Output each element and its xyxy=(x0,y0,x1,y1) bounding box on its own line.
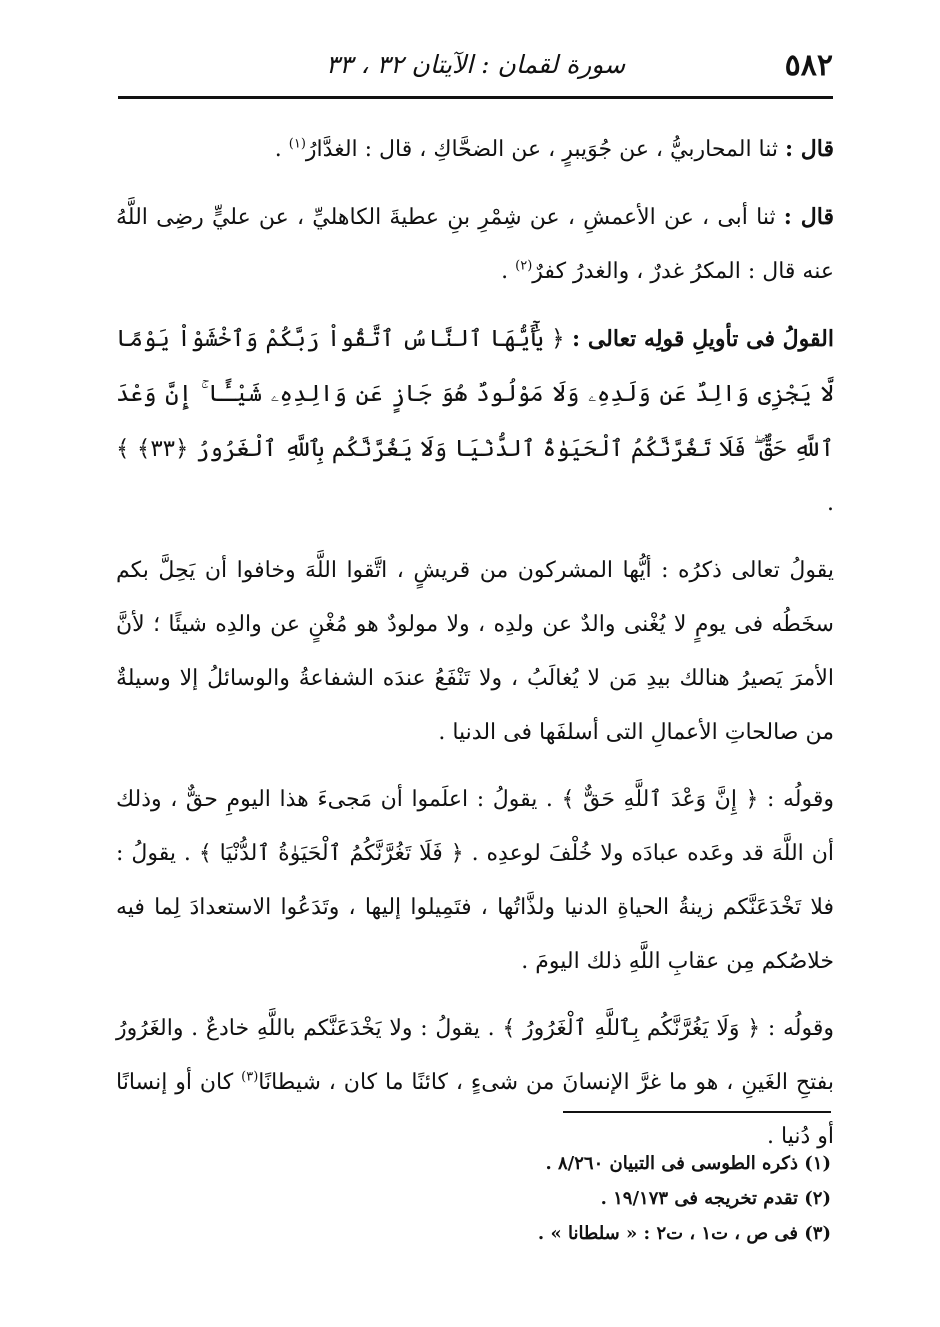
footnote-ref[interactable]: (١) xyxy=(288,136,306,152)
footnote-divider xyxy=(563,1111,831,1113)
footnote-1: (١) ذكره الطوسى فى التبيان ٨/٢٦٠ . xyxy=(545,1153,831,1174)
paragraph-tail: . xyxy=(438,720,453,745)
footnote-ref[interactable]: (٢) xyxy=(515,258,533,274)
paragraph-1 xyxy=(116,122,834,177)
paragraph-lead: القولُ فى تأويلِ قولِه تعالى : xyxy=(571,326,834,352)
running-title: سورة لقمان : الآيتان ٣٢ ، ٣٣ xyxy=(325,50,626,79)
paragraph-text: ثنا أبى ، عن الأعمشِ ، عن شِمْرِ بنِ عطيةَ الكاهليِّ ، عن عليٍّ رضِى اللَّهُ عنه قال : المكرُ غدرٌ ، والغدرُ كفرٌ xyxy=(116,205,834,284)
paragraph-text: وقولُه : ﴿ إِنَّ وَعْدَ ٱللَّهِ حَقٌّ ﴾ . يقولُ : اعلَموا أن مَجىءَ هذا اليومِ حقٌّ ، وذلك أن اللَّهَ قد وعَده عبادَه ولا خُلْفَ لوعدِه . ﴿ فَلَا تَغُرَّنَّكُمُ ٱلْحَيَوٰةُ ٱلدُّنْيَا ﴾ . يقولُ : فلا تَخْدَعَنَّكم زينةُ الحياةِ الدنيا ولذَّاتُها ، فتَمِيلوا إليها ، وتَدَعُوا الاستعدادَ لِما فيه خلاصُكم مِن عقابِ اللَّهِ ذلك اليومَ xyxy=(116,787,834,974)
page-number: ٥٨٢ xyxy=(784,48,833,83)
header-divider xyxy=(118,96,833,99)
paragraph-lead: قال : xyxy=(785,136,834,162)
paragraph-text: يقولُ تعالى ذكرُه : أيُّها المشركون من قريشٍ ، اتَّقوا اللَّهَ وخافوا أن يَحِلَّ بكم سخَطُه فى يومٍ لا يُغْنى والدٌ عن ولدِه ، ولا مولودٌ هو مُغْنٍ عن والدِه شيئًا ؛ لأنَّ الأمرَ يَصيرُ هنالك بيدِ مَن لا يُغالَبُ ، ولا تَنْفَعُ عندَه الشفاعةُ والوسائلُ إلا وسيلةٌ من صالحاتِ الأعمالِ التى أسلفَها فى الدنيا xyxy=(116,558,834,745)
footnotes xyxy=(300,1146,831,1251)
paragraph-lead: قال : xyxy=(783,204,834,230)
main-text xyxy=(116,122,834,1177)
quran-verse: ﴿ يَٰٓأَيُّهَا ٱلنَّاسُ ٱتَّقُواْ رَبَّكُمْ وَٱخْشَوْاْ يَوْمًا لَّا يَجْزِى وَالِدٌ عَن وَلَدِهِۦ وَلَا مَوْلُودٌ هُوَ جَازٍ عَن وَالِدِهِۦ شَيْـًٔا ۚ إِنَّ وَعْدَ ٱللَّهِ حَقٌّ ۖ فَلَا تَغُرَّنَّكُمُ ٱلْحَيَوٰةُ ٱلدُّنْيَا وَلَا يَغُرَّنَّكُم بِٱللَّهِ ٱلْغَرُورُ ﴿٣٣﴾ ﴾ xyxy=(116,326,835,462)
paragraph-5 xyxy=(116,773,834,989)
footnote-2: (٢) تقدم تخريجه فى ١٩/١٧٣ . xyxy=(600,1188,831,1209)
paragraph-4 xyxy=(116,544,834,760)
paragraph-3 xyxy=(116,312,834,531)
paragraph-tail: . xyxy=(827,491,834,516)
page-header xyxy=(118,44,833,94)
paragraph-text: ثنا المحاربيُّ ، عن جُوَيبرٍ ، عن الضحَّاكِ ، قال : الغدَّارُ xyxy=(305,137,786,162)
paragraph-6 xyxy=(116,1002,834,1164)
footnote-3: (٣) فى ص ، ت١ ، ت٢ : « سلطانا » . xyxy=(537,1223,831,1244)
paragraph-2 xyxy=(116,190,834,299)
paragraph-tail: . xyxy=(501,259,516,284)
paragraph-text: وقولُه : ﴿ وَلَا يَغُرَّنَّكُم بِٱللَّهِ ٱلْغَرُورُ ﴾ . يقولُ : ولا يَخْدَعَنَّكم باللَّهِ خادعٌ . والغَرُورُ بفتحِ الغَينِ ، هو ما غرَّ الإنسانَ من شىءٍ ، كائنًا ما كان ، شيطانًا xyxy=(116,1016,834,1095)
footnote-ref[interactable]: (٣) xyxy=(241,1069,259,1085)
paragraph-tail: . xyxy=(521,949,536,974)
paragraph-tail: . xyxy=(274,137,289,162)
paragraph-tail: كان أو إنسانًا أو دُنيا . xyxy=(116,1070,834,1149)
